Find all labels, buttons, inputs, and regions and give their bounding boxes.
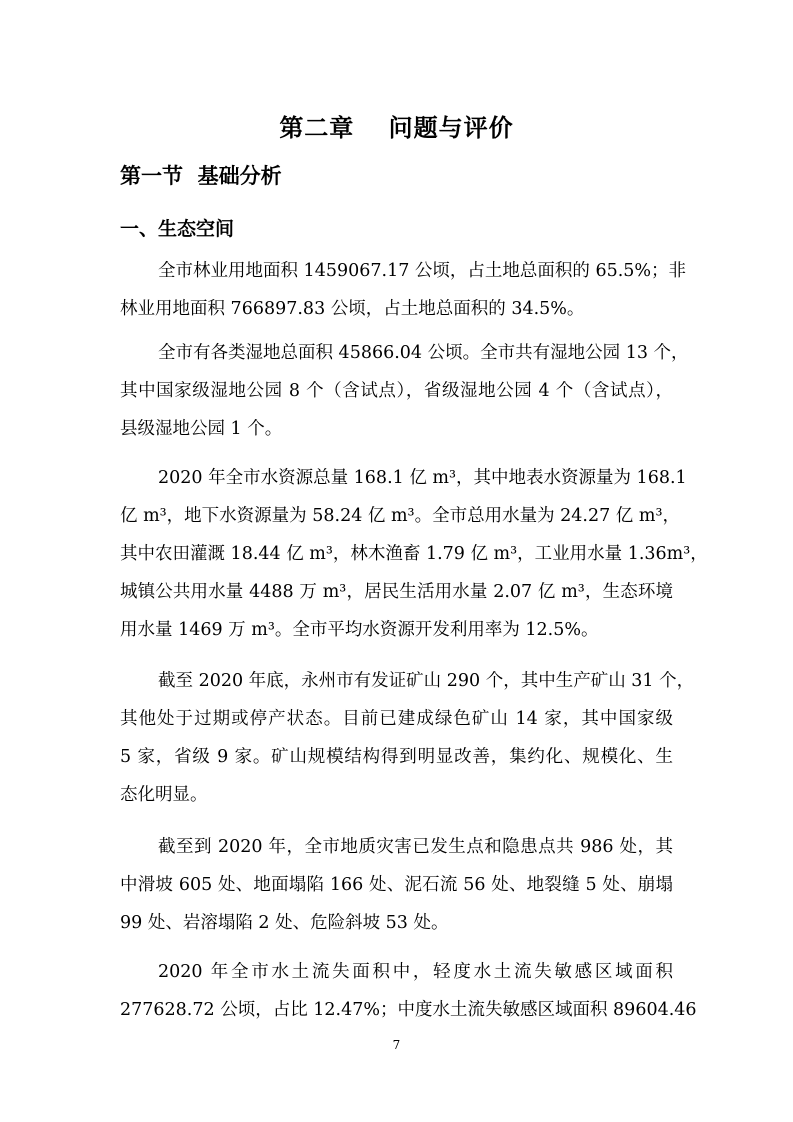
page-number: 7 [392, 1038, 401, 1052]
paragraph-line: 亿 m³，地下水资源量为 58.24 亿 m³。全市总用水量为 24.27 亿 m³， [120, 506, 680, 526]
paragraph-line: 林业用地面积 766897.83 公顷，占土地总面积的 34.5%。 [120, 299, 585, 319]
paragraph-water-resources [120, 459, 708, 649]
paragraph-geological-hazards [120, 828, 673, 942]
paragraph-line: 2020 年全市水资源总量 168.1 亿 m³，其中地表水资源量为 168.1 [158, 468, 687, 488]
paragraph-line: 全市有各类湿地总面积 45866.04 公顷。全市共有湿地公园 13 个， [158, 343, 689, 363]
paragraph-line: 其他处于过期或停产状态。目前已建成绿色矿山 14 家，其中国家级 [120, 709, 673, 729]
subsection-title: 一、生态空间 [120, 218, 235, 240]
paragraph-line: 2020 年全市水土流失面积中，轻度水土流失敏感区域面积 [158, 962, 673, 982]
paragraph-line: 城镇公共用水量 4488 万 m³，居民生活用水量 2.07 亿 m³，生态环境 [120, 582, 673, 602]
paragraph-line: 99 处、岩溶塌陷 2 处、危险斜坡 53 处。 [120, 913, 449, 933]
paragraph-mines [120, 662, 695, 814]
paragraph-line: 中滑坡 605 处、地面塌陷 166 处、泥石流 56 处、地裂缝 5 处、崩塌 [120, 875, 673, 895]
paragraph-line: 其中农田灌溉 18.44 亿 m³，林木渔畜 1.79 亿 m³，工业用水量 1.36m³， [120, 544, 708, 564]
paragraph-line: 截至 2020 年底，永州市有发证矿山 290 个，其中生产矿山 31 个， [158, 671, 695, 691]
paragraph-line: 其中国家级湿地公园 8 个（含试点），省级湿地公园 4 个（含试点）， [120, 381, 673, 401]
paragraph-line: 县级湿地公园 1 个。 [120, 419, 283, 439]
paragraph-line: 277628.72 公顷，占比 12.47%；中度水土流失敏感区域面积 89604.46 [120, 1000, 697, 1020]
chapter-title: 第二章 问题与评价 [279, 114, 514, 142]
paragraph-line: 用水量 1469 万 m³。全市平均水资源开发利用率为 12.5%。 [120, 620, 599, 640]
section-title: 第一节 基础分析 [120, 164, 282, 188]
paragraph-line: 态化明显。 [120, 785, 208, 805]
paragraph-soil-erosion [120, 953, 697, 1029]
paragraph-line: 5 家，省级 9 家。矿山规模结构得到明显改善，集约化、规模化、生 [120, 747, 673, 767]
paragraph-wetland [120, 334, 689, 448]
paragraph-line: 全市林业用地面积 1459067.17 公顷，占土地总面积的 65.5%；非 [158, 261, 687, 281]
paragraph-line: 截至到 2020 年，全市地质灾害已发生点和隐患点共 986 处，其 [158, 837, 673, 857]
paragraph-forest-land [120, 252, 687, 328]
